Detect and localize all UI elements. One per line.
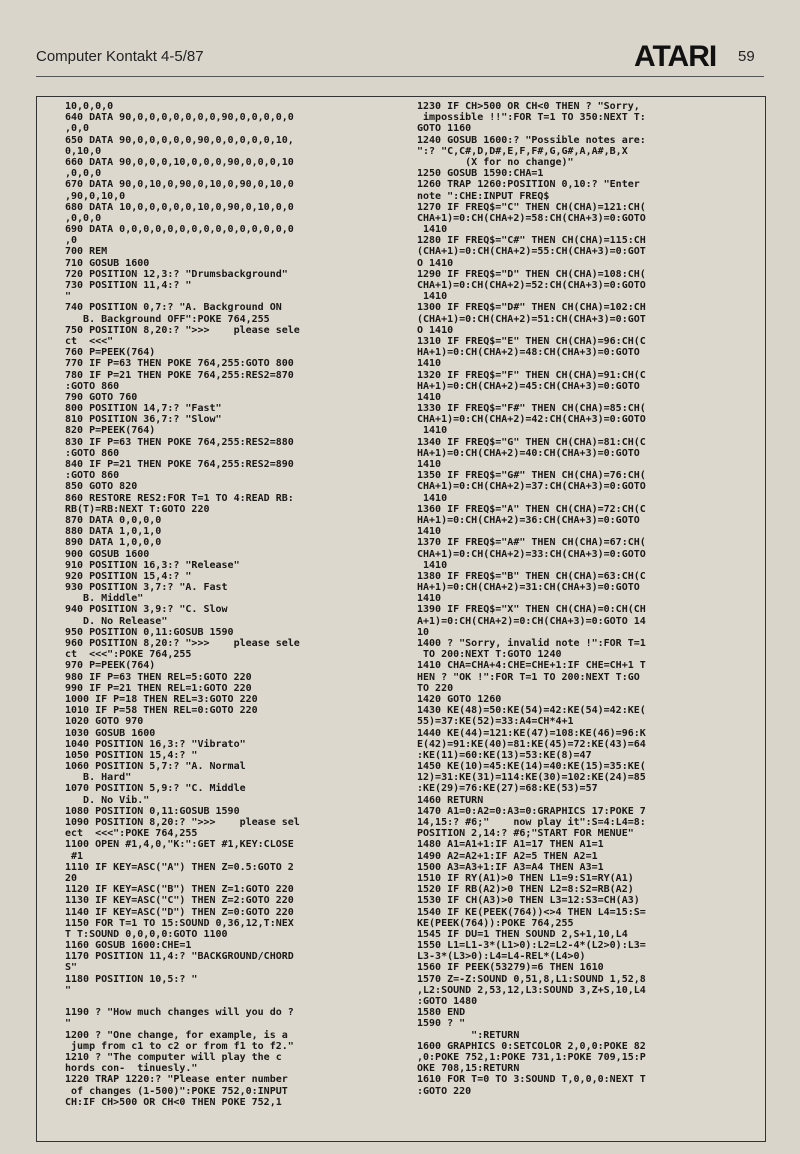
code-line: 1370 IF FREQ$="A#" THEN CH(CHA)=67:CH( [417, 537, 646, 549]
code-line: 660 DATA 90,0,0,0,10,0,0,0,90,0,0,0,10 [65, 156, 294, 168]
code-line: TO 200:NEXT T:GOTO 1240 [417, 649, 562, 661]
code-line: :GOTO 220 [417, 1085, 472, 1097]
code-line: " [65, 291, 72, 303]
code-line: 1050 POSITION 15,4:? " [65, 749, 198, 761]
code-line: 1270 IF FREQ$="C" THEN CH(CHA)=121:CH( [417, 201, 646, 213]
code-line: 1490 A2=A2+1:IF A2=5 THEN A2=1 [417, 850, 598, 862]
code-line: 940 POSITION 3,9:? "C. Slow [65, 604, 228, 616]
code-line: 920 POSITION 15,4:? " [65, 570, 192, 582]
code-line: :GOTO 860 [65, 447, 120, 459]
code-line: 1410 [417, 391, 442, 403]
code-line: 1010 IF P=58 THEN REL=0:GOTO 220 [65, 705, 258, 717]
code-line: 690 DATA 0,0,0,0,0,0,0,0,0,0,0,0,0,0,0 [65, 224, 294, 236]
code-line: 720 POSITION 12,3:? "Drumsbackground" [65, 268, 288, 280]
code-line: 1510 IF RY(A1)>0 THEN L1=9:S1=RY(A1) [417, 872, 634, 884]
code-line: 1130 IF KEY=ASC("C") THEN Z=2:GOTO 220 [65, 895, 294, 907]
code-line: 1320 IF FREQ$="F" THEN CH(CHA)=91:CH(C [417, 369, 646, 381]
code-line: 1120 IF KEY=ASC("B") THEN Z=1:GOTO 220 [65, 884, 294, 896]
code-line: 1545 IF DU=1 THEN SOUND 2,S+1,10,L4 [417, 928, 628, 940]
code-line: 880 DATA 1,0,1,0 [65, 526, 162, 538]
code-line: 870 DATA 0,0,0,0 [65, 514, 162, 526]
code-line: 1330 IF FREQ$="F#" THEN CH(CHA)=85:CH( [417, 403, 646, 415]
code-line: 1410 [417, 459, 442, 470]
code-line: 930 POSITION 3,7:? "A. Fast [65, 582, 228, 594]
code-line: CHA+1)=0:CH(CHA+2)=37:CH(CHA+3)=0:GOTO [417, 481, 646, 493]
code-line [65, 996, 390, 1007]
code-line: :KE(11)=60:KE(13)=53:KE(8)=47 [417, 749, 592, 761]
code-line: 1240 GOSUB 1600:? "Possible notes are: [417, 134, 646, 146]
code-line: 1080 POSITION 0,11:GOSUB 1590 [65, 805, 240, 817]
code-line: 20 [65, 872, 78, 884]
code-line: 1420 GOTO 1260 [417, 693, 502, 705]
code-line: 1450 KE(10)=45:KE(14)=40:KE(15)=35:KE( [417, 761, 646, 773]
code-line: 14,15:? #6;" now play it":S=4:L4=8: [417, 817, 646, 828]
code-line: 710 GOSUB 1600 [65, 257, 150, 269]
code-line: 1480 A1=A1+1:IF A1=17 THEN A1=1 [417, 839, 604, 851]
code-line: (X for no change)" [417, 156, 574, 168]
code-line: 1570 Z=-Z:SOUND 0,51,8,L1:SOUND 1,52,8 [417, 973, 646, 985]
code-line: 1410 [417, 224, 448, 236]
listing-column-left [65, 101, 390, 1108]
code-line: 1060 POSITION 5,7:? "A. Normal [65, 761, 246, 773]
code-line: CHA+1)=0:CH(CHA+2)=42:CH(CHA+3)=0:GOTO [417, 414, 646, 426]
code-line: impossible !!":FOR T=1 TO 350:NEXT T: [417, 112, 646, 124]
header-rule [36, 76, 764, 77]
code-line: HA+1)=0:CH(CHA+2)=36:CH(CHA+3)=0:GOTO [417, 514, 640, 526]
code-line: 970 P=PEEK(764) [65, 660, 156, 672]
code-line: 960 POSITION 8,20:? ">>> please sele [65, 638, 300, 649]
listing-column-right [417, 101, 742, 1097]
code-line: ct <<<":POKE 764,255 [65, 649, 192, 661]
code-line: 1250 GOSUB 1590:CHA=1 [417, 168, 544, 180]
code-line: 1410 [417, 358, 442, 370]
code-line: ect <<<":POKE 764,255 [65, 828, 198, 840]
code-line: 1190 ? "How much changes will you do ? [65, 1007, 294, 1019]
code-line: CH:IF CH>500 OR CH<0 THEN POKE 752,1 [65, 1096, 282, 1108]
code-line: 1290 IF FREQ$="D" THEN CH(CHA)=108:CH( [417, 268, 646, 280]
code-line: 1410 [417, 593, 442, 605]
code-line: 1520 IF RB(A2)>0 THEN L2=8:S2=RB(A2) [417, 884, 634, 896]
code-line: 1180 POSITION 10,5:? " [65, 973, 198, 985]
code-line: O 1410 [417, 257, 454, 269]
code-line: 1200 ? "One change, for example, is a [65, 1029, 288, 1041]
code-line: (CHA+1)=0:CH(CHA+2)=55:CH(CHA+3)=0:GOT [417, 246, 646, 258]
code-line: 1380 IF FREQ$="B" THEN CH(CHA)=63:CH(C [417, 570, 646, 582]
code-line: A+1)=0:CH(CHA+2)=0:CH(CHA+3)=0:GOTO 14 [417, 615, 646, 627]
code-line: 810 POSITION 36,7:? "Slow" [65, 414, 222, 426]
code-line: 1410 [417, 526, 442, 538]
code-line: 890 DATA 1,0,0,0 [65, 537, 162, 549]
code-line: hords con- tinuesly." [65, 1063, 198, 1075]
code-line: 1280 IF FREQ$="C#" THEN CH(CHA)=115:CH [417, 235, 646, 247]
code-line: 1340 IF FREQ$="G" THEN CH(CHA)=81:CH(C [417, 436, 646, 448]
code-line: 1430 KE(48)=50:KE(54)=42:KE(54)=42:KE( [417, 705, 646, 717]
code-line: 760 P=PEEK(764) [65, 347, 156, 359]
code-line: HA+1)=0:CH(CHA+2)=45:CH(CHA+3)=0:GOTO [417, 380, 640, 392]
code-line: CHA+1)=0:CH(CHA+2)=33:CH(CHA+3)=0:GOTO [417, 548, 646, 560]
code-line: 790 GOTO 760 [65, 391, 138, 403]
code-line: 1410 [417, 425, 448, 437]
code-line: 1600 GRAPHICS 0:SETCOLOR 2,0,0:POKE 82 [417, 1040, 646, 1052]
code-line: 770 IF P=63 THEN POKE 764,255:GOTO 800 [65, 358, 294, 370]
code-line: 1350 IF FREQ$="G#" THEN CH(CHA)=76:CH( [417, 470, 646, 482]
code-line: 640 DATA 90,0,0,0,0,0,0,0,90,0,0,0,0,0 [65, 112, 294, 124]
code-line: POSITION 2,14:? #6;"START FOR MENUE" [417, 828, 634, 840]
code-line: 1500 A3=A3+1:IF A3=A4 THEN A3=1 [417, 861, 604, 873]
code-line: 1000 IF P=18 THEN REL=3:GOTO 220 [65, 693, 258, 705]
code-line: 1470 A1=0:A2=0:A3=0:GRAPHICS 17:POKE 7 [417, 805, 646, 817]
code-line: KE(PEEK(764)):POKE 764,255 [417, 917, 574, 929]
code-line: ,0,0 [65, 123, 90, 135]
code-line: S" [65, 962, 78, 974]
code-line: B. Background OFF":POKE 764,255 [65, 313, 270, 325]
code-line: 1390 IF FREQ$="X" THEN CH(CHA)=0:CH(CH [417, 604, 646, 616]
code-line: 730 POSITION 11,4:? " [65, 280, 192, 291]
code-line: 840 IF P=21 THEN POKE 764,255:RES2=890 [65, 459, 294, 470]
code-line: 1030 GOSUB 1600 [65, 727, 156, 739]
code-line: ct <<<" [65, 335, 114, 347]
code-line: 10,0,0,0 [65, 101, 114, 112]
listing-box [36, 96, 766, 1142]
code-line: 1560 IF PEEK(53279)=6 THEN 1610 [417, 962, 604, 974]
code-line: 1310 IF FREQ$="E" THEN CH(CHA)=96:CH(C [417, 335, 646, 347]
brand-logo: ATARI [634, 40, 717, 73]
code-line: :KE(29)=76:KE(27)=68:KE(53)=57 [417, 783, 598, 795]
code-line: 1090 POSITION 8,20:? ">>> please sel [65, 817, 300, 828]
code-line: 1550 L1=L1-3*(L1>0):L2=L2-4*(L2>0):L3= [417, 940, 646, 952]
code-line: 1260 TRAP 1260:POSITION 0,10:? "Enter [417, 179, 640, 191]
code-line: 1460 RETURN [417, 794, 484, 806]
code-line: 830 IF P=63 THEN POKE 764,255:RES2=880 [65, 436, 294, 448]
code-line: E(42)=91:KE(40)=81:KE(45)=72:KE(43)=64 [417, 738, 646, 750]
code-line: D. No Vib." [65, 794, 150, 806]
code-line: ,L2:SOUND 2,53,12,L3:SOUND 3,Z+S,10,L4 [417, 984, 646, 996]
code-line: 1410 [417, 492, 448, 504]
code-line: RB(T)=RB:NEXT T:GOTO 220 [65, 503, 210, 515]
code-line: 1150 FOR T=1 TO 15:SOUND 0,36,12,T:NEX [65, 917, 294, 929]
code-line: 1140 IF KEY=ASC("D") THEN Z=0:GOTO 220 [65, 906, 294, 918]
page-header [0, 40, 800, 80]
code-line: 680 DATA 10,0,0,0,0,0,10,0,90,0,10,0,0 [65, 201, 294, 213]
page-number: 59 [738, 48, 755, 65]
code-line: 900 GOSUB 1600 [65, 548, 150, 560]
code-line: jump from c1 to c2 or from f1 to f2." [65, 1040, 294, 1052]
code-line: 1610 FOR T=0 TO 3:SOUND T,0,0,0:NEXT T [417, 1074, 646, 1086]
code-line: 950 POSITION 0,11:GOSUB 1590 [65, 626, 234, 638]
code-line: 860 RESTORE RES2:FOR T=1 TO 4:READ RB: [65, 492, 294, 504]
code-line: 1110 IF KEY=ASC("A") THEN Z=0.5:GOTO 2 [65, 861, 294, 873]
code-line: 650 DATA 90,0,0,0,0,0,90,0,0,0,0,0,10, [65, 134, 294, 146]
code-line: (CHA+1)=0:CH(CHA+2)=51:CH(CHA+3)=0:GOT [417, 313, 646, 325]
code-line: T T:SOUND 0,0,0,0:GOTO 1100 [65, 928, 228, 940]
code-line: HEN ? "OK !":FOR T=1 TO 200:NEXT T:GO [417, 671, 640, 683]
code-line: 700 REM [65, 246, 108, 258]
code-line: note ":CHE:INPUT FREQ$ [417, 190, 550, 202]
code-line: 1410 CHA=CHA+4:CHE=CHE+1:IF CHE=CH+1 T [417, 660, 646, 672]
code-line: " [65, 1018, 72, 1030]
code-line: #1 [65, 850, 84, 862]
code-line: 1530 IF CH(A3)>0 THEN L3=12:S3=CH(A3) [417, 895, 640, 907]
code-line: HA+1)=0:CH(CHA+2)=40:CH(CHA+3)=0:GOTO [417, 447, 640, 459]
code-line: O 1410 [417, 324, 454, 336]
code-line: :GOTO 860 [65, 380, 120, 392]
code-line: ,0,0,0 [65, 212, 102, 224]
code-line: L3-3*(L3>0):L4=L4-REL*(L4>0) [417, 951, 586, 963]
code-line: 1400 ? "Sorry, invalid note !":FOR T=1 [417, 638, 646, 649]
code-line: 750 POSITION 8,20:? ">>> please sele [65, 324, 300, 336]
code-line: B. Middle" [65, 593, 144, 605]
code-line: 910 POSITION 16,3:? "Release" [65, 559, 240, 571]
code-line: ,0:POKE 752,1:POKE 731,1:POKE 709,15:P [417, 1051, 646, 1063]
code-line: 990 IF P=21 THEN REL=1:GOTO 220 [65, 682, 252, 694]
code-line: 1590 ? " [417, 1018, 466, 1030]
code-line: 1410 [417, 559, 448, 571]
code-line: 0,10,0 [65, 145, 102, 157]
code-line: " [65, 984, 72, 996]
code-line: TO 220 [417, 682, 454, 694]
magazine-title: Computer Kontakt 4-5/87 [36, 48, 204, 65]
code-line: 980 IF P=63 THEN REL=5:GOTO 220 [65, 671, 252, 683]
code-line: 1170 POSITION 11,4:? "BACKGROUND/CHORD [65, 951, 294, 963]
code-line: 740 POSITION 0,7:? "A. Background ON [65, 302, 282, 314]
code-line: ,90,0,10,0 [65, 190, 126, 202]
code-line: GOTO 1160 [417, 123, 472, 135]
code-line: ":? "C,C#,D,D#,E,F,F#,G,G#,A,A#,B,X [417, 145, 628, 157]
code-line: 1070 POSITION 5,9:? "C. Middle [65, 783, 246, 795]
code-line: :GOTO 1480 [417, 996, 478, 1007]
code-line: 1410 [417, 291, 448, 303]
code-line: 1230 IF CH>500 OR CH<0 THEN ? "Sorry, [417, 101, 640, 112]
code-line: HA+1)=0:CH(CHA+2)=31:CH(CHA+3)=0:GOTO [417, 582, 640, 594]
code-line: D. No Release" [65, 615, 168, 627]
code-line: 850 GOTO 820 [65, 481, 138, 493]
code-line: 1300 IF FREQ$="D#" THEN CH(CHA)=102:CH [417, 302, 646, 314]
code-line: 1100 OPEN #1,4,0,"K:":GET #1,KEY:CLOSE [65, 839, 294, 851]
code-line: 800 POSITION 14,7:? "Fast" [65, 403, 222, 415]
code-line: OKE 708,15:RETURN [417, 1063, 520, 1075]
code-line: 1580 END [417, 1007, 466, 1019]
code-line: 1210 ? "The computer will play the c [65, 1051, 282, 1063]
code-line: 1020 GOTO 970 [65, 716, 144, 728]
code-line: 10 [417, 626, 430, 638]
code-line: 1440 KE(44)=121:KE(47)=108:KE(46)=96:K [417, 727, 646, 739]
code-line: 1040 POSITION 16,3:? "Vibrato" [65, 738, 246, 750]
code-line: 1220 TRAP 1220:? "Please enter number [65, 1074, 288, 1086]
code-line: 1160 GOSUB 1600:CHE=1 [65, 940, 192, 952]
code-line: 780 IF P=21 THEN POKE 764,255:RES2=870 [65, 369, 294, 381]
code-line: :GOTO 860 [65, 470, 120, 482]
code-line: HA+1)=0:CH(CHA+2)=48:CH(CHA+3)=0:GOTO [417, 347, 640, 359]
code-line: ":RETURN [417, 1029, 520, 1041]
code-line: 670 DATA 90,0,10,0,90,0,10,0,90,0,10,0 [65, 179, 294, 191]
code-line: ,0 [65, 235, 78, 247]
code-line: CHA+1)=0:CH(CHA+2)=52:CH(CHA+3)=0:GOTO [417, 280, 646, 291]
code-line: of changes (1-500)":POKE 752,0:INPUT [65, 1085, 288, 1097]
code-line: ,0,0,0 [65, 168, 102, 180]
code-line: B. Hard" [65, 772, 132, 784]
code-line: 1360 IF FREQ$="A" THEN CH(CHA)=72:CH(C [417, 503, 646, 515]
code-line: CHA+1)=0:CH(CHA+2)=58:CH(CHA+3)=0:GOTO [417, 212, 646, 224]
code-line: 1540 IF KE(PEEK(764))<>4 THEN L4=15:S= [417, 906, 646, 918]
code-line: 12)=31:KE(31)=114:KE(30)=102:KE(24)=85 [417, 772, 646, 784]
code-line: 55)=37:KE(52)=33:A4=CH*4+1 [417, 716, 574, 728]
code-line: 820 P=PEEK(764) [65, 425, 156, 437]
